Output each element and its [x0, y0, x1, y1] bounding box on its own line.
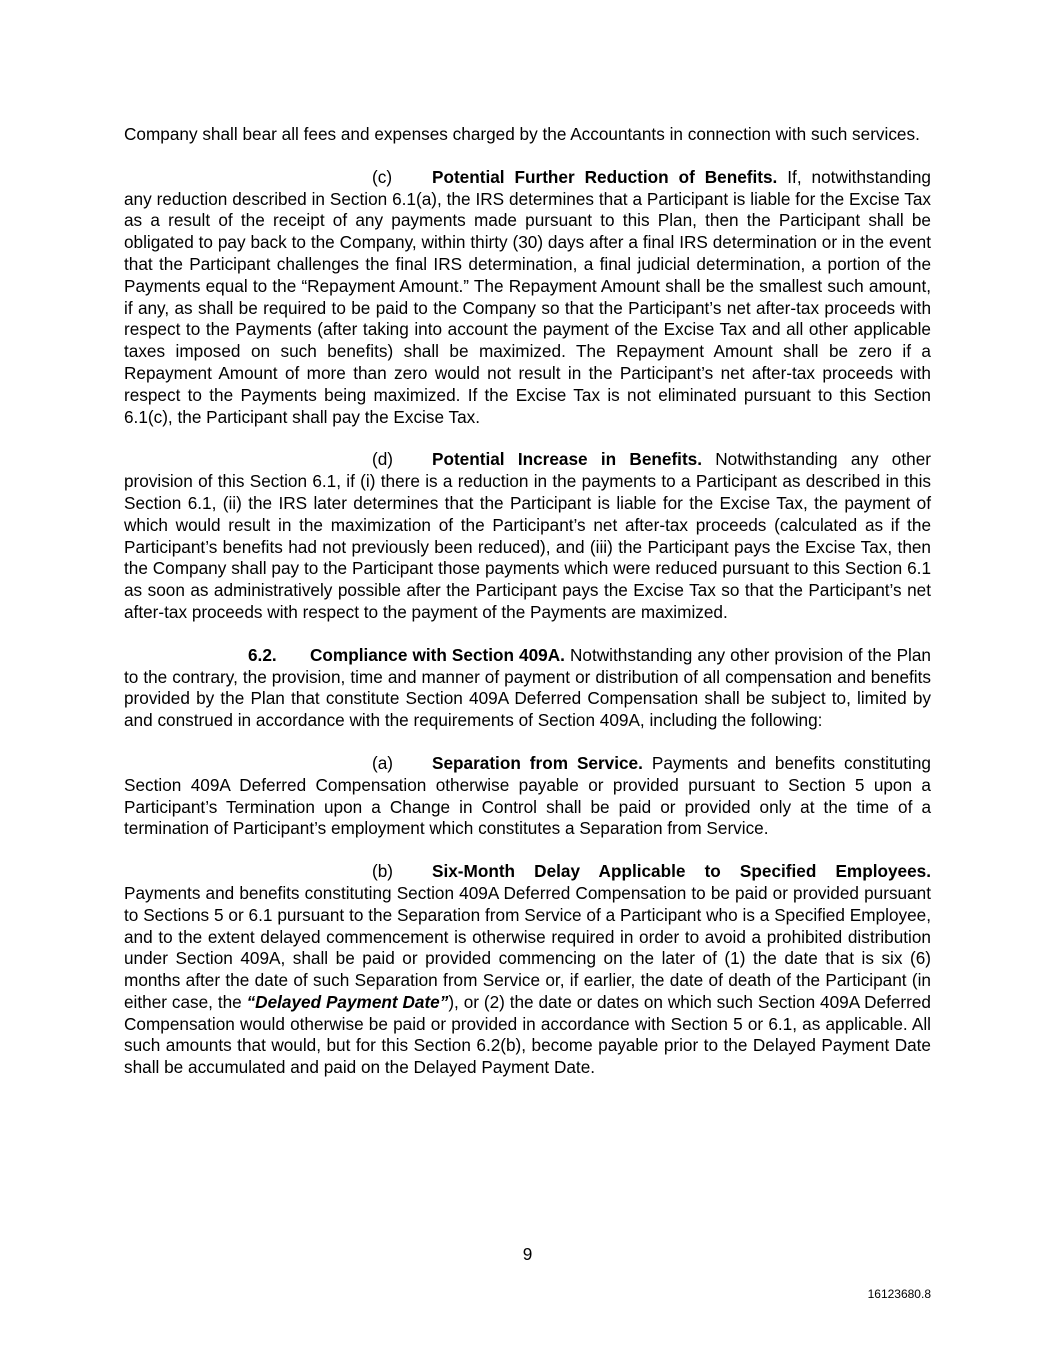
paragraph-d: [124, 449, 931, 623]
paragraph-c-heading: Potential Further Reduction of Benefits.: [432, 166, 778, 187]
paragraph-intro-text: Company shall bear all fees and expenses charged by the Accountants in connection with such services.: [124, 124, 920, 144]
section-6-2-heading: Compliance with Section 409A.: [310, 644, 565, 665]
paragraph-b-label: (b): [372, 861, 394, 882]
paragraph-intro: [124, 124, 931, 146]
paragraph-a-label: (a): [372, 752, 394, 773]
document-page: [124, 124, 931, 1100]
section-6-2-body: Notwithstanding any other provision of the Plan to the contrary, the provision, time and manner of payment or distribution of all compensation and benefits provided by the Plan that constitute Section 409A Deferred Compensation shall be subject to, limited by and construed in accordance with the requirements of Section 409A, including the following:: [124, 644, 931, 731]
defined-term-delayed-payment-date: “Delayed Payment Date”: [246, 991, 449, 1012]
paragraph-a: [124, 753, 931, 840]
paragraph-b-heading: Six-Month Delay Applicable to Specified Employees.: [432, 861, 931, 882]
page-number: 9: [522, 1244, 533, 1264]
paragraph-c-label: (c): [372, 166, 393, 187]
paragraph-a-heading: Separation from Service.: [432, 752, 643, 773]
section-6-2: [124, 645, 931, 732]
paragraph-d-label: (d): [372, 449, 394, 470]
paragraph-c: [124, 167, 931, 429]
document-id: 16123680.8: [867, 1287, 931, 1301]
paragraph-b-body-part-1: Payments and benefits constituting Section 409A Deferred Compensation to be paid or provided pursuant to Sections 5 or 6.1 pursuant to the Separation from Service of a Participant who is a Specified Employee, and to the extent delayed commencement is otherwise required in order to avoid a prohibited distribution under Section 409A, shall be paid or provided commencing on the later of (1) the date that is six (6) months after the date of such Separation from Service or, if earlier, the date of death of the Participant (in either case, the: [124, 882, 931, 1012]
paragraph-b: [124, 861, 931, 1079]
paragraph-b-body-part-2: ), or (2) the date or dates on which such Section 409A Deferred Compensation would otherwise be paid or provided in accordance with Section 5 or 6.1, as applicable. All such amounts that would, but for this Section 6.2(b), become payable prior to the Delayed Payment Date shall be accumulated and paid on the Delayed Payment Date.: [124, 991, 931, 1078]
paragraph-c-body: If, notwithstanding any reduction described in Section 6.1(a), the IRS determines that a Participant is liable for the Excise Tax as a result of the receipt of any payments made pursuant to this Plan, then the Participant shall be obligated to pay back to the Company, within thirty (30) days after a final IRS determination or in the event that the Participant challenges the final IRS determination, a final judicial determination, a portion of the Payments equal to the “Repayment Amount.” The Repayment Amount shall be the smallest such amount, if any, as shall be required to be paid to the Company so that the Participant’s net after-tax proceeds with respect to the Payments (after taking into account the payment of the Excise Tax and all other applicable taxes imposed on such benefits) shall be maximized. The Repayment Amount shall be zero if a Repayment Amount of more than zero would not result in the Participant’s net after-tax proceeds with respect to the Payments being maximized. If the Excise Tax is not eliminated pursuant to this Section 6.1(c), the Participant shall pay the Excise Tax.: [124, 166, 931, 427]
paragraph-d-heading: Potential Increase in Benefits.: [432, 449, 702, 470]
paragraph-a-body: Payments and benefits constituting Section 409A Deferred Compensation otherwise payable or provided pursuant to Section 5 upon a Participant’s Termination upon a Change in Control shall be paid or provided only at the time of a termination of Participant’s employment which constitutes a Separation from Service.: [124, 752, 931, 839]
paragraph-d-body: Notwithstanding any other provision of this Section 6.1, if (i) there is a reduction in the payments to a Participant as described in this Section 6.1, (ii) the IRS later determines that the Participant is liable for the Excise Tax, the payment of which would result in the maximization of the Participant’s net after-tax proceeds (calculated as if the Participant’s benefits had not previously been reduced), and (iii) the Participant pays the Excise Tax, then the Company shall pay to the Participant those payments which were reduced pursuant to this Section 6.1 as soon as administratively possible after the Participant pays the Excise Tax so that the Participant’s net after-tax proceeds with respect to the payment of the Payments are maximized.: [124, 449, 931, 622]
section-6-2-number: 6.2.: [248, 644, 277, 665]
